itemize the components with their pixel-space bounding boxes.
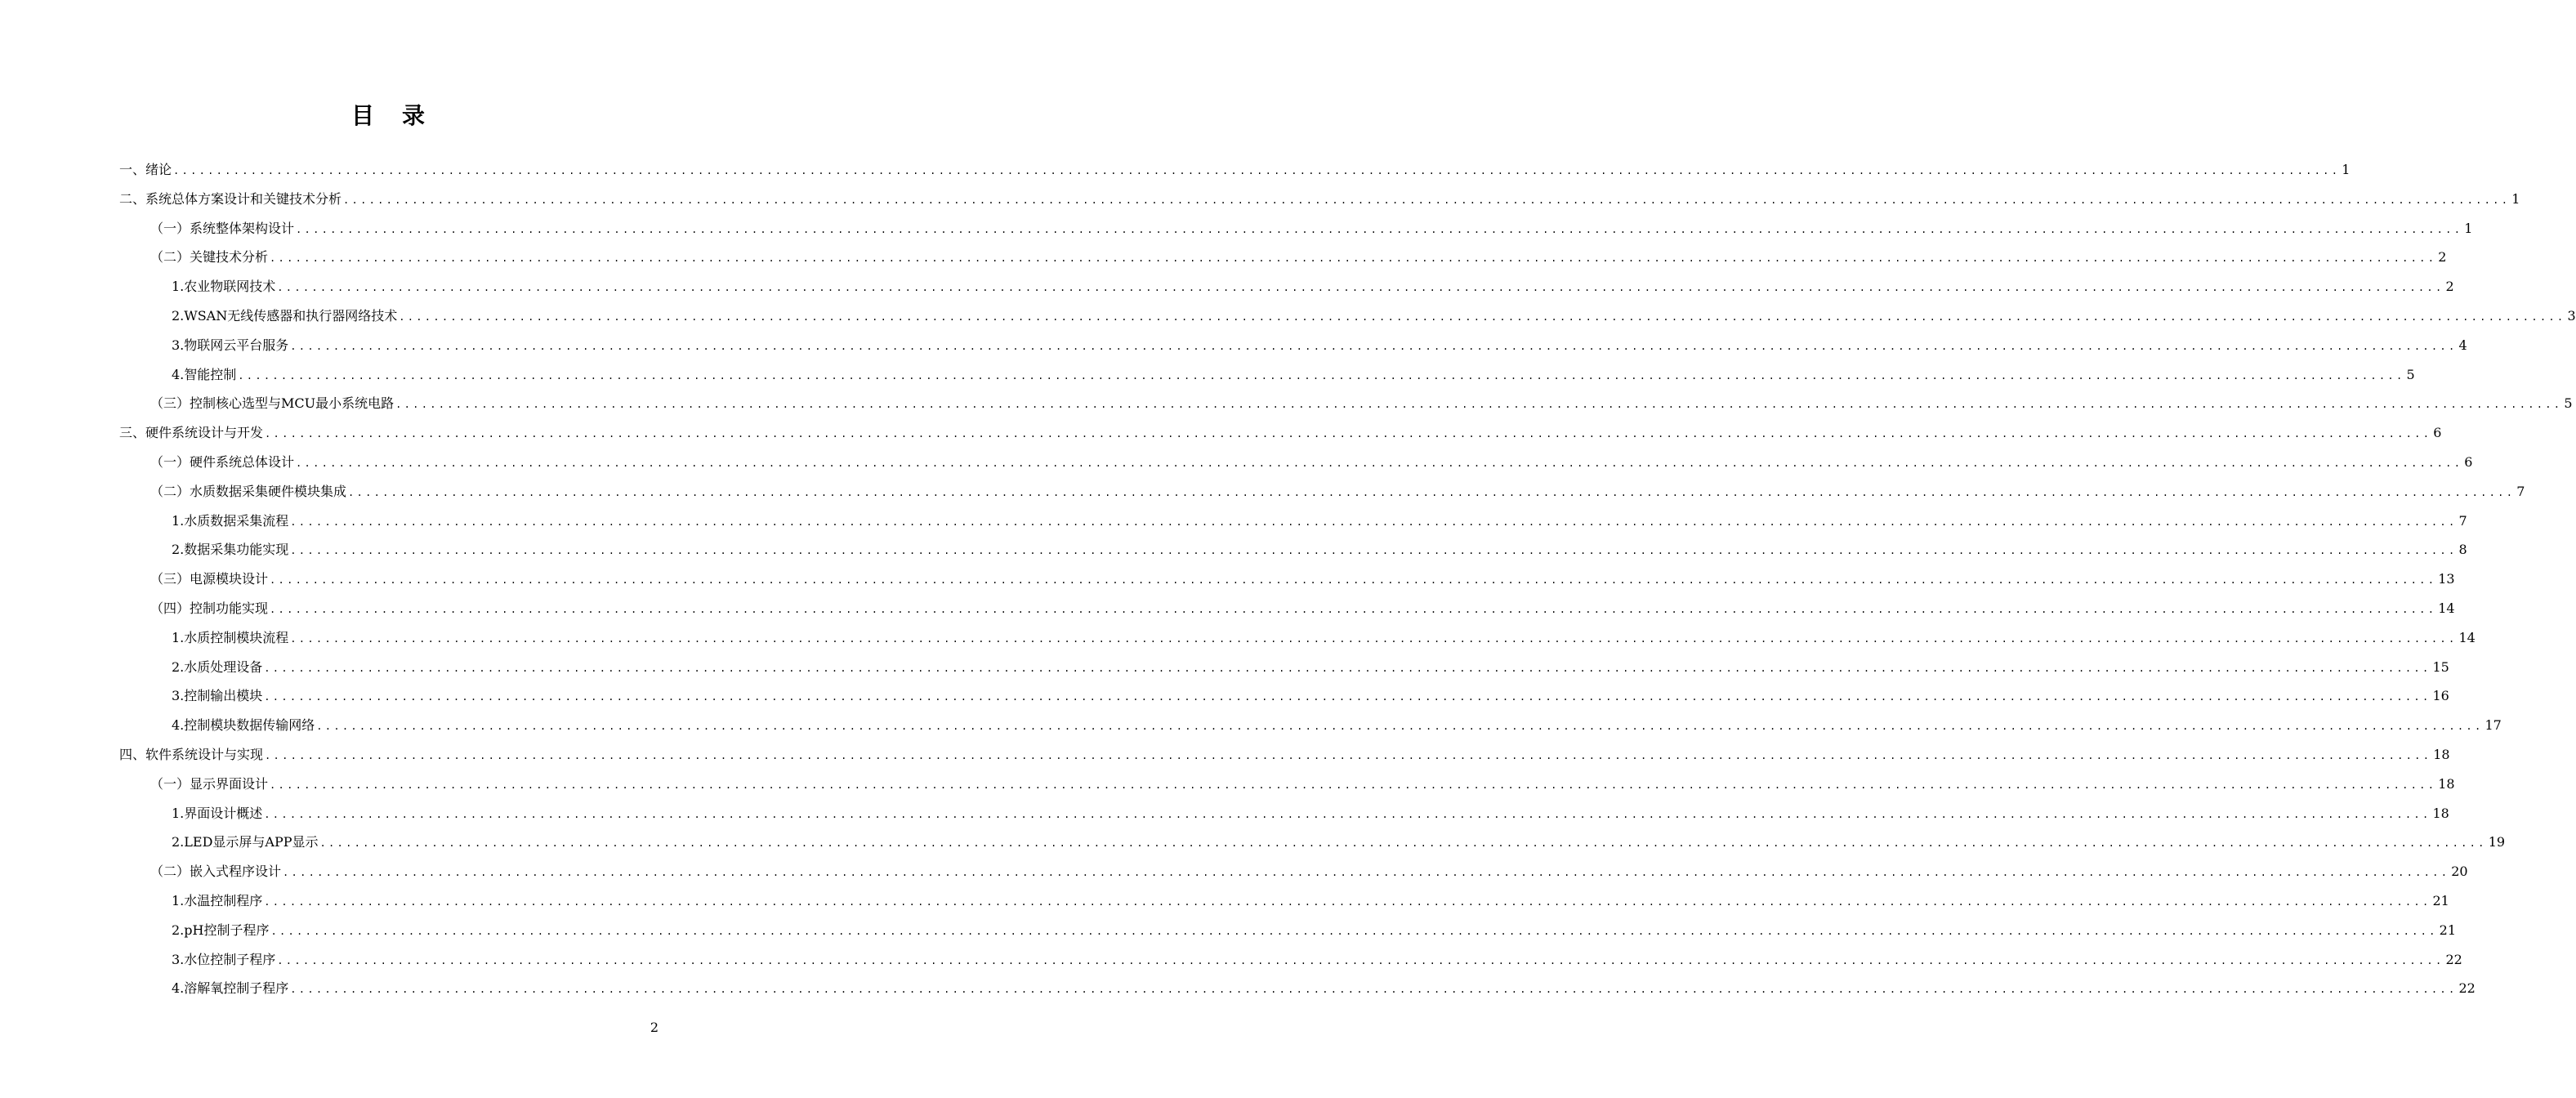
toc-entry-title: （一）显示界面设计 [150,775,269,792]
toc-dot-leader: ............................................................................................................................................................................................................................................................ [316,721,2484,733]
toc-dot-leader: ............................................................................................................................................................................................................................................................ [296,223,2463,235]
toc-entry[interactable] [119,740,2450,770]
toc-dot-leader: ............................................................................................................................................................................................................................................................ [264,808,2431,820]
toc-entry[interactable] [119,828,2506,857]
toc-entry-title: （二）水质数据采集硬件模块集成 [150,483,347,499]
toc-entry[interactable] [119,857,2468,886]
toc-entry[interactable] [119,243,2447,272]
toc-dot-leader: ............................................................................................................................................................................................................................................................ [343,194,2511,206]
toc-entry-title: 2.WSAN无线传感器和执行器网络技术 [172,307,398,324]
toc-entry[interactable] [119,301,2576,331]
toc-entry[interactable] [119,886,2449,916]
toc-entry[interactable] [119,565,2455,594]
toc-entry[interactable] [119,507,2467,536]
toc-dot-leader: ............................................................................................................................................................................................................................................................ [290,340,2458,352]
toc-entry-page: 4 [2458,337,2467,353]
toc-entry-title: 4.控制模块数据传输网络 [172,717,315,734]
toc-entry-page: 21 [2432,892,2449,908]
toc-entry-title: 2.数据采集功能实现 [172,542,289,558]
toc-entry-title: 三、硬件系统设计与开发 [119,425,264,441]
table-of-contents [119,155,2576,1003]
toc-entry-title: （四）控制功能实现 [150,600,269,616]
toc-entry-page: 18 [2432,805,2449,821]
toc-entry-title: 1.农业物联网技术 [172,279,276,295]
toc-entry-page: 5 [2564,395,2573,412]
toc-dot-leader: ............................................................................................................................................................................................................................................................ [264,691,2431,703]
toc-entry[interactable] [119,331,2467,360]
toc-entry-page: 17 [2484,717,2502,734]
toc-entry[interactable] [119,711,2502,740]
toc-entry-title: 1.水质数据采集流程 [172,512,289,529]
toc-entry-title: 一、绪论 [119,162,172,177]
toc-dot-leader: ............................................................................................................................................................................................................................................................ [283,867,2450,879]
toc-entry[interactable] [119,477,2525,507]
toc-dot-leader: ............................................................................................................................................................................................................................................................ [265,749,2432,761]
toc-entry-page: 6 [2464,453,2473,470]
toc-entry-title: 2.水质处理设备 [172,658,263,675]
toc-dot-leader: ............................................................................................................................................................................................................................................................ [270,779,2437,791]
toc-entry-title: （三）电源模块设计 [150,571,269,587]
toc-entry-page: 1 [2342,162,2351,177]
toc-dot-leader: ............................................................................................................................................................................................................................................................ [290,984,2458,996]
toc-entry-page: 3 [2567,307,2576,324]
toc-entry[interactable] [119,945,2462,975]
toc-entry-title: （一）硬件系统总体设计 [150,453,295,470]
toc-dot-leader: ............................................................................................................................................................................................................................................................ [290,632,2458,645]
page-number: 2 [650,1020,659,1035]
toc-dot-leader: ............................................................................................................................................................................................................................................................ [348,486,2516,498]
toc-dot-leader: ............................................................................................................................................................................................................................................................ [173,165,2341,176]
toc-entry-title: 二、系统总体方案设计和关键技术分析 [119,190,342,207]
toc-entry-page: 18 [2433,746,2450,762]
toc-entry-title: （二）嵌入式程序设计 [150,864,282,880]
toc-dot-leader: ............................................................................................................................................................................................................................................................ [270,574,2437,587]
toc-dot-leader: ............................................................................................................................................................................................................................................................ [238,369,2405,382]
toc-dot-leader: ............................................................................................................................................................................................................................................................ [270,252,2437,265]
toc-entry-title: 四、软件系统设计与实现 [119,746,264,762]
toc-entry-page: 7 [2516,483,2525,499]
toc-dot-leader: ............................................................................................................................................................................................................................................................ [270,925,2438,937]
toc-entry-page: 1 [2511,190,2520,207]
toc-entry[interactable] [119,974,2476,1003]
toc-entry-page: 2 [2438,249,2447,266]
toc-entry-page: 15 [2432,658,2449,675]
toc-entry-title: 1.水质控制模块流程 [172,629,289,645]
toc-dot-leader: ............................................................................................................................................................................................................................................................ [319,837,2487,850]
toc-entry[interactable] [119,360,2415,390]
toc-entry[interactable] [119,448,2473,477]
toc-entry-title: （三）控制核心选型与MCU最小系统电路 [150,395,395,412]
toc-dot-leader: ............................................................................................................................................................................................................................................................ [395,399,2563,411]
toc-entry[interactable] [119,799,2449,828]
toc-entry[interactable] [119,155,2351,185]
toc-entry-page: 5 [2406,366,2415,382]
toc-entry-page: 22 [2458,980,2476,997]
toc-dot-leader: ............................................................................................................................................................................................................................................................ [277,282,2444,294]
toc-entry[interactable] [119,681,2449,711]
toc-entry[interactable] [119,272,2454,301]
toc-entry-page: 2 [2445,279,2454,295]
toc-entry-page: 22 [2445,951,2462,967]
toc-entry-page: 6 [2433,425,2442,441]
toc-entry[interactable] [119,653,2449,682]
toc-entry-page: 1 [2464,220,2473,236]
toc-entry-title: 4.智能控制 [172,366,237,382]
toc-entry-title: 4.溶解氧控制子程序 [172,980,289,997]
toc-entry-title: 2.LED显示屏与APP显示 [172,834,319,850]
toc-entry-title: 1.水温控制程序 [172,892,263,908]
page-title: 目录 [350,102,453,129]
toc-entry[interactable] [119,185,2520,214]
toc-entry-page: 16 [2432,688,2449,704]
toc-entry[interactable] [119,770,2455,799]
toc-entry[interactable] [119,535,2467,565]
toc-entry[interactable] [119,214,2473,243]
toc-dot-leader: ............................................................................................................................................................................................................................................................ [265,428,2432,440]
toc-entry-page: 14 [2458,629,2476,645]
toc-entry-title: 3.控制输出模块 [172,688,263,704]
toc-dot-leader: ............................................................................................................................................................................................................................................................ [264,895,2431,908]
toc-entry-title: （一）系统整体架构设计 [150,220,295,236]
toc-entry-page: 14 [2438,600,2455,616]
toc-entry-title: 2.pH控制子程序 [172,922,270,938]
toc-dot-leader: ............................................................................................................................................................................................................................................................ [270,603,2437,615]
toc-dot-leader: ............................................................................................................................................................................................................................................................ [264,662,2431,674]
toc-dot-leader: ............................................................................................................................................................................................................................................................ [290,516,2458,528]
toc-entry-page: 21 [2439,922,2457,938]
toc-dot-leader: ............................................................................................................................................................................................................................................................ [296,457,2463,469]
toc-entry-page: 20 [2451,864,2468,880]
toc-entry[interactable] [119,916,2457,945]
toc-entry-title: 3.物联网云平台服务 [172,337,289,353]
toc-dot-leader: ............................................................................................................................................................................................................................................................ [399,310,2566,323]
toc-entry-title: （二）关键技术分析 [150,249,269,266]
toc-entry-page: 7 [2458,512,2467,529]
toc-entry-title: 1.界面设计概述 [172,805,263,821]
toc-entry-page: 18 [2438,775,2455,792]
toc-entry-page: 8 [2458,542,2467,558]
toc-entry[interactable] [119,418,2442,448]
toc-dot-leader: ............................................................................................................................................................................................................................................................ [290,545,2458,557]
toc-dot-leader: ............................................................................................................................................................................................................................................................ [277,954,2444,966]
toc-entry-title: 3.水位控制子程序 [172,951,276,967]
toc-entry[interactable] [119,594,2455,623]
toc-entry[interactable] [119,623,2476,653]
toc-entry-page: 13 [2438,571,2455,587]
toc-entry-page: 19 [2488,834,2506,850]
toc-entry[interactable] [119,389,2573,418]
